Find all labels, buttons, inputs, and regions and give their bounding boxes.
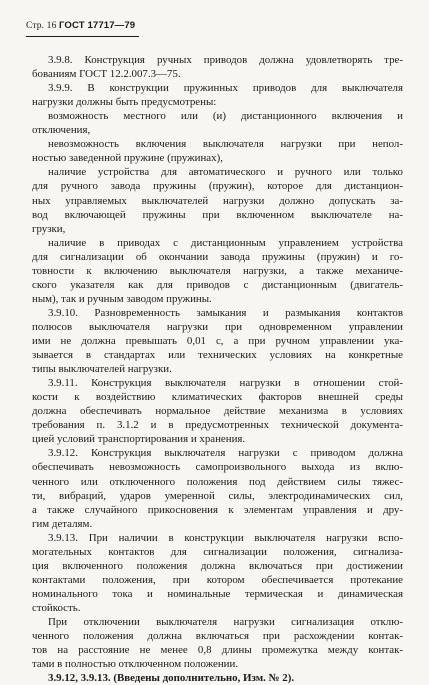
text-line: гим деталям. — [32, 517, 93, 530]
text-line: ими не должна превышать 0,01 с, а при ручном управлении ука- — [32, 335, 403, 347]
text-line: ского указателя как для приводов с дистанционным (двигатель- — [32, 278, 403, 291]
text-line: ных управляемых выключателей нагрузки должно допускать за- — [32, 194, 403, 207]
text-line: ция включенного положения должна включаться при достижении — [32, 559, 403, 572]
text-line: контактами положения, при котором обеспечивается протекание — [32, 573, 403, 586]
text-line: тами в полностью отключенном положении. — [32, 658, 239, 671]
text-line: невозможность включения выключателя нагрузки при непол- — [48, 138, 403, 151]
text-line: ти, вибраций, ударов умеренной силы, электродинамических сил, — [32, 489, 403, 502]
text-line: кости к воздействию климатических факторов внешней среды — [32, 391, 403, 404]
text-line: 3.9.10. Разновременность замыкания и размыкания контактов — [48, 306, 403, 319]
text-line: должна обеспечивать нормальное действие механизма в условиях — [32, 405, 403, 418]
text-line: номинального тока и номинальные термическая и динамическая — [32, 587, 403, 600]
header-rule — [26, 36, 139, 37]
text-line: полюсов выключателя нагрузки при одновременном управлении — [32, 320, 403, 333]
text-line: 3.9.11. Конструкция выключателя нагрузки в отношении стой- — [48, 377, 403, 390]
text-line: для сигнализации об окончании завода пружины (пружин) и го- — [32, 250, 403, 263]
text-line: требования п. 3.1.2 и в предусмотренных технической документа- — [32, 419, 403, 432]
text-line: товности к включению выключателя нагрузки, а также механиче- — [32, 264, 403, 277]
text-line: цией условий транспортирования и хранения. — [32, 433, 246, 446]
text-line: возможность местного или (и) дистанционного включения и — [48, 110, 403, 123]
text-line: обеспечивать невозможность самопроизвольного выхода из вклю- — [32, 461, 403, 474]
text-line: ченного или отключенного положения под действием силы тяжес- — [32, 475, 403, 488]
text-line: отключения, — [32, 124, 91, 137]
standard-number: ГОСТ 17717—79 — [58, 20, 136, 31]
text-line: 3.9.12. Конструкция выключателя нагрузки с приводом должна — [48, 447, 403, 460]
text-line: тов на расстояние не менее 0,8 длины промежутка между контак- — [32, 644, 403, 657]
text-line: грузки, — [32, 222, 66, 235]
text-line: бованиям ГОСТ 12.2.007.3—75. — [32, 68, 181, 81]
text-line: типы выключателей нагрузки. — [32, 363, 172, 376]
text-line: 3.9.12, 3.9.13. (Введены дополнительно, Изм. № 2). — [48, 672, 295, 685]
text-line: 3.9.8. Конструкция ручных приводов должна удовлетворять тре- — [48, 54, 403, 66]
page-number: Стр. 16 — [26, 20, 59, 31]
text-line: зывается в стандартах или технических условиях на конкретные — [32, 349, 403, 362]
text-line: вод включающей пружины при включенном выключателе на- — [32, 208, 403, 221]
text-line: наличие устройства для автоматического и ручного или только — [48, 166, 403, 179]
text-line: ным), так и ручным заводом пружины. — [32, 292, 212, 305]
text-line: стойкость. — [32, 601, 81, 614]
text-line: 3.9.9. В конструкции пружинных приводов для выключателя — [48, 82, 403, 95]
text-line: ченного положения должна включаться при расхождении контак- — [32, 630, 403, 643]
text-line: ностью заведенной пружине (пружинах), — [32, 152, 223, 165]
page-header — [26, 20, 135, 31]
text-line: нагрузки должны быть предусмотрены: — [32, 96, 217, 109]
text-line: При отключении выключателя нагрузки сигнализация отклю- — [48, 616, 403, 628]
text-line: могательных контактов для сигнализации положения, сигнализа- — [32, 545, 403, 558]
text-line: для ручного завода пружины (пружин), которое для дистанцион- — [32, 180, 403, 193]
text-line: а также случайного прикосновения к элементам управления и дру- — [32, 503, 403, 516]
text-line: 3.9.13. При наличии в конструкции выключателя нагрузки вспо- — [48, 531, 403, 544]
text-line: наличие в приводах с дистанционным управлением устройства — [48, 236, 403, 249]
